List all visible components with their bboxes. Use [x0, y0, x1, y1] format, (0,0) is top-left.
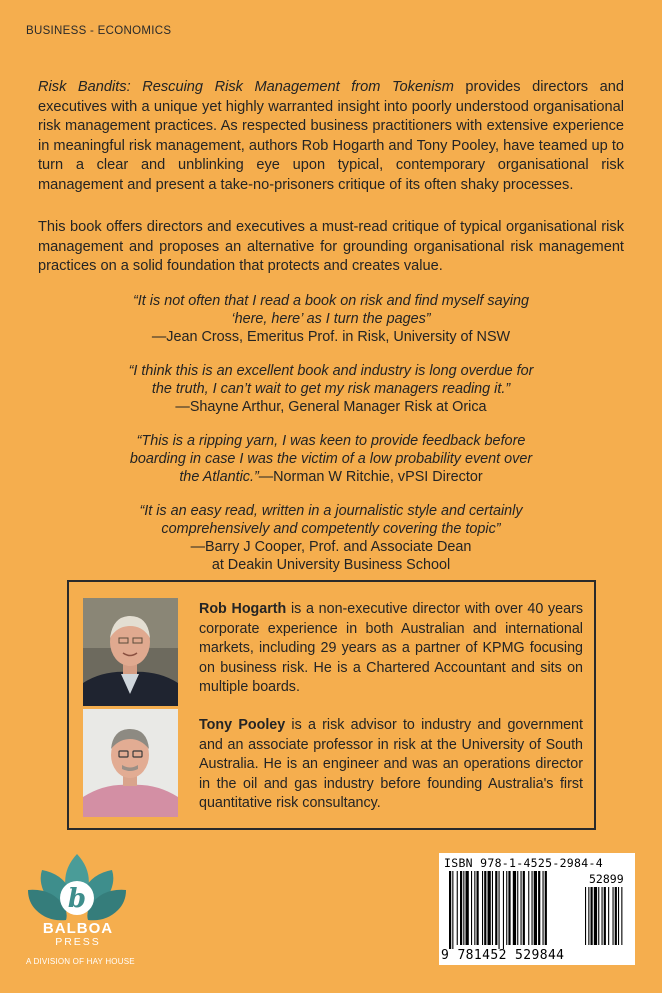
category-label: BUSINESS - ECONOMICS [26, 25, 172, 37]
book-title: Risk Bandits: Rescuing Risk Management from Tokenism [38, 79, 454, 95]
barcode-addon-bar [613, 887, 614, 945]
barcode-bar [463, 871, 464, 945]
quote-line: “It is an easy read, written in a journalistic style and certainly [139, 503, 523, 519]
publisher-sub: PRESS [55, 936, 101, 948]
barcode-bar [513, 871, 516, 945]
quote-attribution: —Barry J Cooper, Prof. and Associate Dean [190, 539, 472, 555]
barcode-bar [484, 871, 486, 945]
quote-attribution-2: at Deakin University Business School [211, 557, 451, 573]
testimonial [60, 292, 602, 346]
publisher-division: A DIVISION OF HAY HOUSE [26, 957, 135, 966]
barcode-bar [503, 871, 504, 949]
barcode-bar [523, 871, 525, 945]
barcode-bar [543, 871, 544, 945]
barcode-bar [482, 871, 483, 945]
author-name: Tony Pooley [199, 717, 286, 733]
bio-tony-pooley [199, 716, 583, 814]
quote-attribution: —Norman W Ritchie, vPSI Director [258, 469, 483, 485]
quote-line: “It is not often that I read a book on risk and find myself saying [133, 293, 529, 309]
barcode-addon-bar [598, 887, 599, 945]
quote-line: “This is a ripping yarn, I was keen to provide feedback before [136, 433, 526, 449]
barcode-addon-bar [618, 887, 619, 945]
blurb-text-2: This book offers directors and executives a must-read critique of typical organisational risk management and proposes an alternative for grounding organisational risk management practices on a solid foundation that protects and creates value. [38, 219, 624, 275]
barcode-bar [534, 871, 537, 945]
barcode-addon-bar [604, 887, 606, 945]
bio-text: is a non-executive director with over 40 years corporate experience in both Australian and international markets, including 29 years as a partner of KPMG focusing on business risk. He is a Chartered Accountant and sits on multiple boards. [199, 601, 583, 696]
barcode-addon-bar [608, 887, 609, 945]
author-name: Rob Hogarth [199, 601, 287, 617]
barcode-bar [488, 871, 491, 945]
blurb-paragraph-2 [38, 218, 624, 277]
logo-letter: b [67, 884, 87, 914]
barcode-bar [506, 871, 507, 945]
isbn-barcode [439, 853, 635, 965]
barcode-addon-bar [615, 887, 617, 945]
quote-line: the Atlantic.” [179, 469, 259, 485]
barcode-bar [528, 871, 529, 945]
barcode-addon: 52899 [589, 872, 624, 886]
balboa-lotus-logo-icon [22, 852, 132, 972]
barcode-bar [474, 871, 475, 945]
author-photo-tony-pooley [83, 709, 178, 817]
quote-attribution: —Jean Cross, Emeritus Prof. in Risk, University of NSW [151, 329, 511, 345]
testimonial [60, 362, 602, 416]
barcode-bar [452, 871, 453, 949]
barcode-bar [466, 871, 469, 945]
blurb-paragraph-1 [38, 78, 624, 196]
isbn-number: ISBN 978-1-4525-2984-4 [444, 856, 603, 870]
bio-rob-hogarth [199, 600, 583, 698]
barcode-bar [460, 871, 462, 945]
author-bio-box [67, 580, 596, 830]
barcode-bar [477, 871, 479, 945]
barcode-bar [532, 871, 533, 945]
barcode-addon-bar [585, 887, 586, 945]
barcode-bar [449, 871, 451, 949]
publisher-name: BALBOA [42, 920, 114, 937]
bio-text: is a risk advisor to industry and government and an associate professor in risk at the University of South Australia. He is an engineer and was an operations director in the oil and gas industry before founding Australia's first quantitative risk consultancy. [199, 717, 583, 812]
barcode-addon-bar [621, 887, 622, 945]
testimonial [60, 432, 602, 486]
barcode-bar [521, 871, 522, 945]
barcode-bar [499, 871, 500, 949]
ean-number: 9 781452 529844 [441, 948, 565, 963]
barcode-bar [508, 871, 510, 945]
barcode-bar [457, 871, 458, 945]
quote-line: “I think this is an excellent book and industry is long overdue for [128, 363, 534, 379]
barcode-addon-bar [594, 887, 597, 945]
barcode-addon-bar [602, 887, 603, 945]
barcode-bar [495, 871, 497, 945]
barcode-bar [538, 871, 540, 945]
quote-line: the truth, I can’t wait to get my risk managers reading it.” [151, 381, 511, 397]
testimonials [60, 292, 602, 590]
barcode-bar [545, 871, 547, 945]
quote-line: ‘here, here’ as I turn the pages” [231, 311, 431, 327]
quote-line: comprehensively and competently covering the topic” [161, 521, 501, 537]
barcode-bar [471, 871, 472, 945]
author-photo-rob-hogarth [83, 598, 178, 706]
barcode-addon-bar [588, 887, 589, 945]
testimonial [60, 502, 602, 574]
quote-line: boarding in case I was the victim of a low probability event over [129, 451, 533, 467]
barcode-bar [517, 871, 518, 945]
barcode-addon-bar [591, 887, 593, 945]
barcode-bar [492, 871, 493, 945]
quote-attribution: —Shayne Arthur, General Manager Risk at Orica [175, 399, 487, 415]
blurb-text-1: provides directors and executives with a unique yet highly warranted insight into poorly understood organisational risk management practices. As respected business practitioners with extensive experience in meaningful risk management, authors Rob Hogarth and Tony Pooley, have teamed up to turn a clear and unblinking eye upon typical, contemporary organisational risk management and present a take-no-prisoners critique of its often shaky processes. [38, 79, 624, 193]
